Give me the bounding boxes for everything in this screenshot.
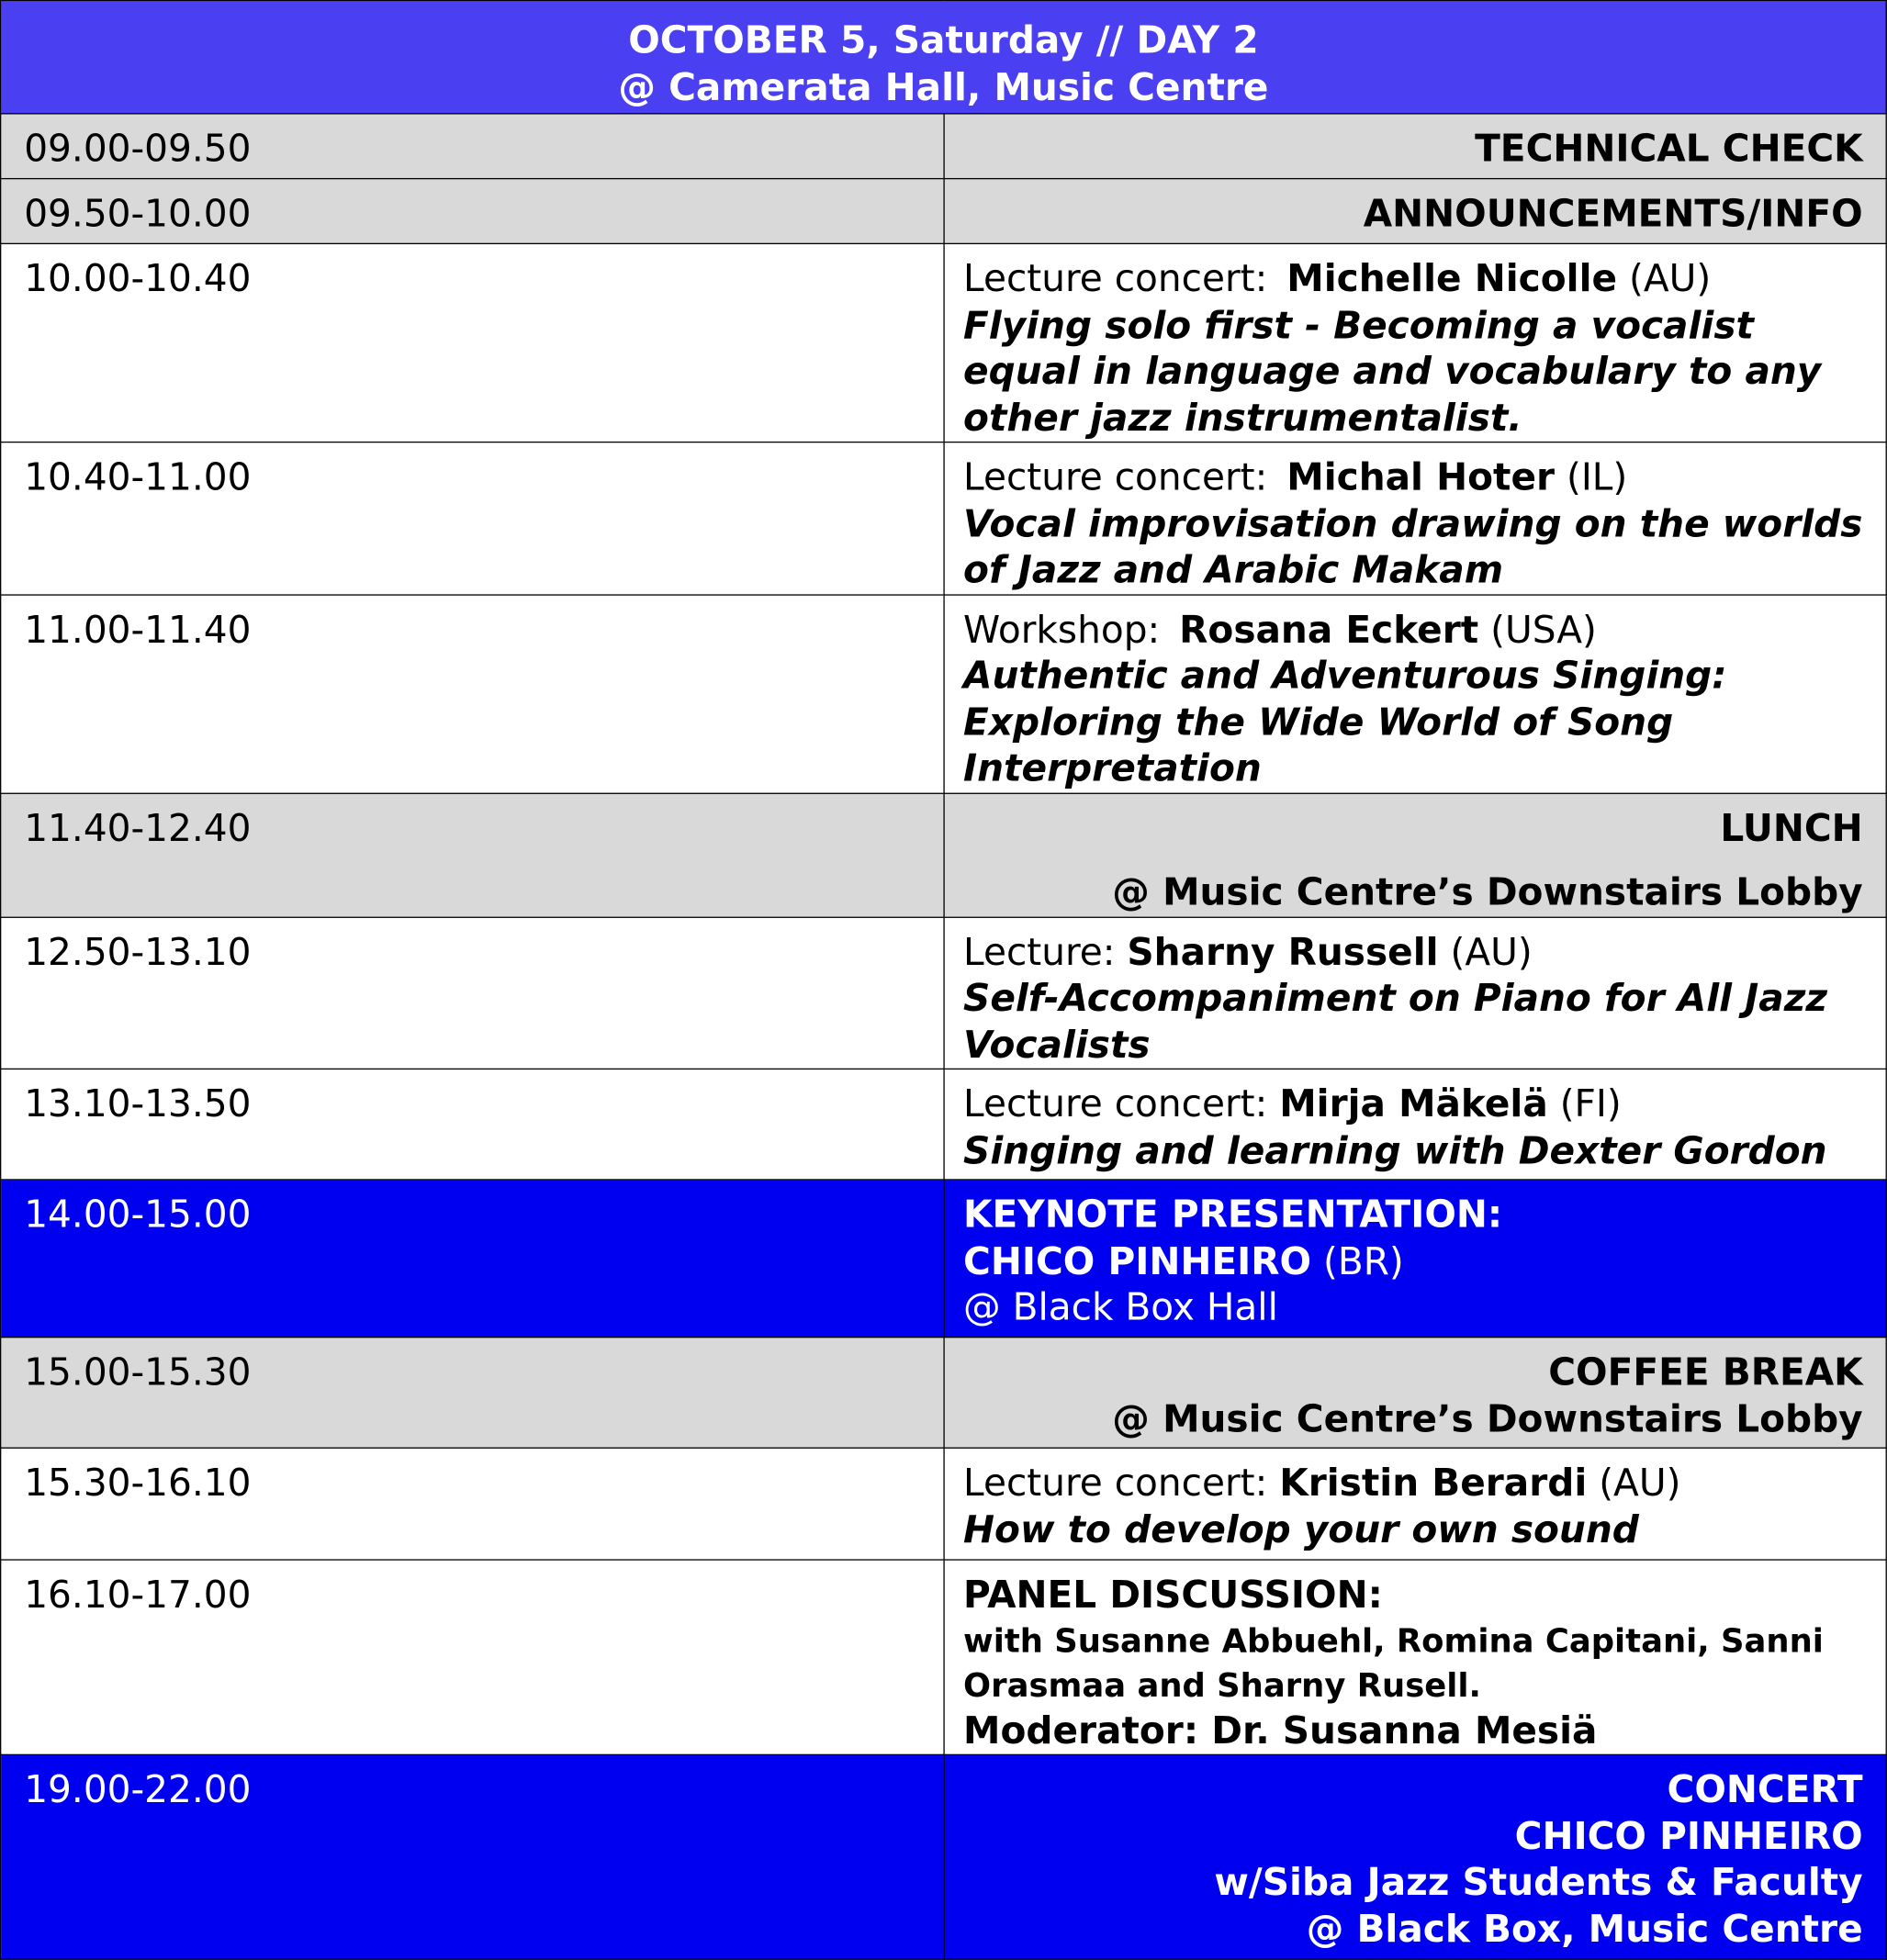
event-topic: Self-Accompaniment on Piano for All Jazz Vocalists [963,977,1828,1067]
speaker-line [963,1461,1863,1506]
event-topic: Vocal improvisation drawing on the worlds of Jazz and Arabic Makam [963,502,1863,592]
speaker-name: Rosana Eckert [1179,608,1479,652]
schedule-row [1,1560,1887,1754]
speaker-country: (AU) [1450,930,1533,974]
time-cell: 09.50-10.00 [1,179,944,244]
event-type: Lecture concert: [963,455,1268,499]
event-title: PANEL DISCUSSION: [963,1574,1383,1618]
performer-name: CHICO PINHEIRO [1514,1814,1863,1859]
time-cell: 15.00-15.30 [1,1338,944,1449]
speaker-name: CHICO PINHEIRO [963,1239,1312,1283]
time-cell: 14.00-15.00 [1,1180,944,1338]
speaker-line [963,929,1863,975]
schedule-row [1,1448,1887,1560]
performer-with: w/Siba Jazz Students & Faculty [1214,1861,1863,1905]
speaker-line [963,454,1863,500]
event-cell [943,1069,1886,1180]
schedule-row [1,114,1887,179]
schedule-row [1,793,1887,917]
event-cell [943,1754,1886,1959]
schedule-row [1,1180,1887,1338]
speaker-name: Michal Hoter [1286,455,1556,499]
schedule-row [1,594,1887,792]
time-cell: 19.00-22.00 [1,1754,944,1959]
speaker-name: Michelle Nicolle [1286,257,1618,301]
event-type: Workshop: [963,608,1161,652]
schedule-row [1,179,1887,244]
day-header [1,1,1887,114]
event-cell [943,1180,1886,1338]
event-title: ANNOUNCEMENTS/INFO [943,179,1886,244]
time-cell: 11.40-12.40 [1,793,944,917]
event-title: LUNCH [1720,806,1863,850]
day-title: OCTOBER 5, Saturday // DAY 2 [628,18,1259,63]
event-cell [943,793,1886,917]
speaker-country: (USA) [1490,608,1597,652]
event-cell [943,1560,1886,1754]
time-cell: 10.40-11.00 [1,442,944,595]
event-type: Lecture concert: [963,1462,1268,1506]
event-cell [943,1338,1886,1449]
event-location: @ Black Box, Music Centre [1306,1907,1863,1951]
schedule-row [1,917,1887,1070]
speaker-country: (FI) [1559,1082,1622,1126]
speaker-line [963,1238,1863,1284]
day-header-row [1,1,1887,114]
event-type: Lecture concert: [963,1082,1268,1126]
event-location: @ Music Centre’s Downstairs Lobby [1112,1397,1863,1441]
panel-participants: with Susanne Abbuehl, Romina Capitani, Sanni Orasmaa and Sharny Rusell. [963,1622,1824,1705]
event-topic: Authentic and Adventurous Singing: Exploring the Wide World of Song Interpretation [963,654,1727,790]
speaker-country: (AU) [1628,257,1712,301]
event-type: Lecture: [963,930,1116,974]
event-title: TECHNICAL CHECK [943,114,1886,179]
event-cell [943,1448,1886,1560]
event-title: CONCERT [1667,1768,1863,1812]
time-cell: 13.10-13.50 [1,1069,944,1180]
speaker-name: Mirja Mäkelä [1279,1082,1548,1126]
event-type: Lecture concert: [963,257,1268,301]
speaker-line [963,256,1863,302]
event-cell [943,243,1886,442]
schedule-row [1,1338,1887,1449]
event-topic: Singing and learning with Dexter Gordon [963,1128,1827,1173]
event-cell [943,917,1886,1070]
speaker-country: (BR) [1322,1239,1404,1283]
speaker-name: Kristin Berardi [1279,1462,1588,1506]
event-topic: How to develop your own sound [963,1507,1639,1551]
time-cell: 15.30-16.10 [1,1448,944,1560]
day-venue: @ Camerata Hall, Music Centre [618,65,1269,109]
time-cell: 11.00-11.40 [1,594,944,792]
speaker-name: Sharny Russell [1127,930,1439,974]
event-title: COFFEE BREAK [1548,1350,1863,1394]
panel-moderator: Moderator: Dr. Susanna Mesiä [963,1708,1598,1753]
schedule-row [1,1069,1887,1180]
schedule-row [1,1754,1887,1959]
schedule-row [1,442,1887,595]
speaker-line [963,607,1863,653]
schedule-row [1,243,1887,442]
event-location: @ Music Centre’s Downstairs Lobby [1112,870,1863,914]
event-topic: Flying solo first - Becoming a vocalist equal in language and vocabulary to any other jazz instrumentalist. [963,303,1822,440]
event-cell [943,594,1886,792]
event-cell [943,442,1886,595]
speaker-country: (IL) [1566,455,1628,499]
time-cell: 16.10-17.00 [1,1560,944,1754]
time-cell: 09.00-09.50 [1,114,944,179]
event-title: KEYNOTE PRESENTATION: [963,1193,1503,1238]
speaker-country: (AU) [1599,1462,1681,1506]
speaker-line [963,1081,1863,1127]
time-cell: 12.50-13.10 [1,917,944,1070]
time-cell: 10.00-10.40 [1,243,944,442]
event-location: @ Black Box Hall [963,1285,1278,1330]
